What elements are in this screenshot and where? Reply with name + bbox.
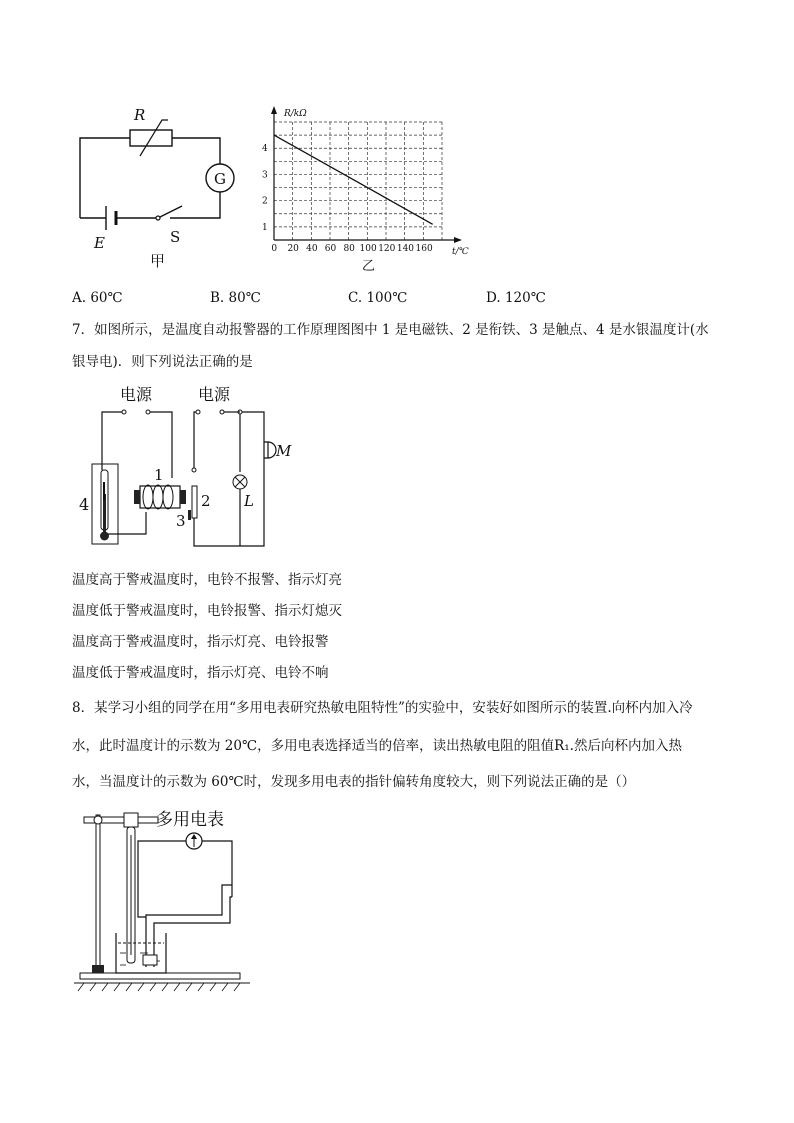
switch-symbol bbox=[156, 216, 160, 220]
q7-option-c[interactable]: 温度高于警戒温度时，指示灯亮、电铃报警 bbox=[72, 634, 329, 650]
q7-option-b[interactable]: 温度低于警戒温度时，电铃报警、指示灯熄灭 bbox=[72, 603, 342, 619]
q7-option-d[interactable]: 温度低于警戒温度时，指示灯亮、电铃不响 bbox=[72, 665, 329, 681]
option-key: A. bbox=[72, 290, 87, 306]
q6-option-c[interactable] bbox=[348, 290, 407, 306]
label-G: G bbox=[214, 170, 226, 188]
label-M: M bbox=[276, 442, 292, 460]
circuit-jia-figure bbox=[70, 98, 240, 270]
power-label-right: 电源 bbox=[198, 385, 231, 404]
multimeter-setup-figure bbox=[70, 805, 310, 997]
y-tick-label: 3 bbox=[262, 170, 268, 181]
label-R: R bbox=[134, 106, 146, 124]
option-text: 120℃ bbox=[504, 290, 546, 306]
q7-stem-line1: 7．如图所示，是温度自动报警器的工作原理图图中 1 是电磁铁、2 是衔铁、3 是触点、4 是水银温度计(水 bbox=[72, 322, 709, 338]
caption-jia: 甲 bbox=[150, 252, 166, 270]
y-tick-label: 2 bbox=[262, 196, 268, 207]
x-tick-label: 20 bbox=[287, 244, 299, 254]
option-key: D. bbox=[486, 290, 501, 306]
x-tick-label: 60 bbox=[324, 244, 337, 254]
q8-stem-line1: 8．某学习小组的同学在用“多用电表研究热敏电阻特性”的实验中，安装好如图所示的装置.向杯内加入冷 bbox=[72, 700, 693, 716]
x-tick-label: 40 bbox=[306, 244, 318, 254]
caption-yi: 乙 bbox=[362, 259, 376, 274]
q8-stem-line2: 水，此时温度计的示数为 20℃，多用电表选择适当的倍率，读出热敏电阻的阻值R₁.然后向杯内加入热 bbox=[72, 738, 682, 754]
label-2: 2 bbox=[201, 492, 211, 510]
label-3: 3 bbox=[176, 512, 186, 530]
y-axis-label: R/kΩ bbox=[284, 109, 307, 119]
y-tick-label: 1 bbox=[262, 222, 268, 233]
option-text: 100℃ bbox=[366, 290, 408, 306]
x-tick-label: 120 bbox=[378, 244, 396, 254]
label-4: 4 bbox=[79, 495, 90, 514]
label-E: E bbox=[94, 234, 105, 252]
q7-stem-line2: 银导电)．则下列说法正确的是 bbox=[72, 354, 253, 370]
x-tick-label: 80 bbox=[343, 244, 355, 254]
q6-option-a[interactable] bbox=[72, 290, 123, 306]
power-label-left: 电源 bbox=[120, 385, 153, 404]
option-key: C. bbox=[348, 290, 363, 306]
contact bbox=[188, 510, 191, 520]
stand-base bbox=[80, 973, 240, 979]
alarm-circuit-figure bbox=[76, 382, 296, 552]
option-text: 80℃ bbox=[228, 290, 261, 306]
thermistor bbox=[143, 955, 157, 965]
label-1: 1 bbox=[154, 466, 164, 484]
x-tick-label: 0 bbox=[271, 244, 278, 254]
x-axis-label: t/℃ bbox=[452, 247, 469, 257]
label-L: L bbox=[244, 492, 254, 510]
grid bbox=[274, 122, 442, 240]
label-S: S bbox=[170, 228, 181, 246]
x-tick-label: 160 bbox=[415, 244, 433, 254]
q8-stem-line3: 水，当温度计的示数为 60℃时，发现多用电表的指针偏转角度较大，则下列说法正确的是（） bbox=[72, 774, 636, 790]
q6-option-d[interactable] bbox=[486, 290, 546, 306]
x-tick-label: 140 bbox=[396, 244, 415, 254]
q6-option-b[interactable] bbox=[210, 290, 261, 306]
q7-option-a[interactable]: 温度高于警戒温度时，电铃不报警、指示灯亮 bbox=[72, 572, 342, 588]
series-line bbox=[274, 135, 433, 224]
electromagnet bbox=[140, 486, 180, 508]
y-tick-label: 4 bbox=[262, 144, 268, 155]
armature bbox=[192, 486, 197, 518]
multimeter-label: 多用电表 bbox=[156, 810, 224, 830]
option-key: B. bbox=[210, 290, 225, 306]
option-text: 60℃ bbox=[90, 290, 123, 306]
chart-yi bbox=[262, 100, 482, 275]
x-tick-label: 100 bbox=[359, 244, 377, 254]
